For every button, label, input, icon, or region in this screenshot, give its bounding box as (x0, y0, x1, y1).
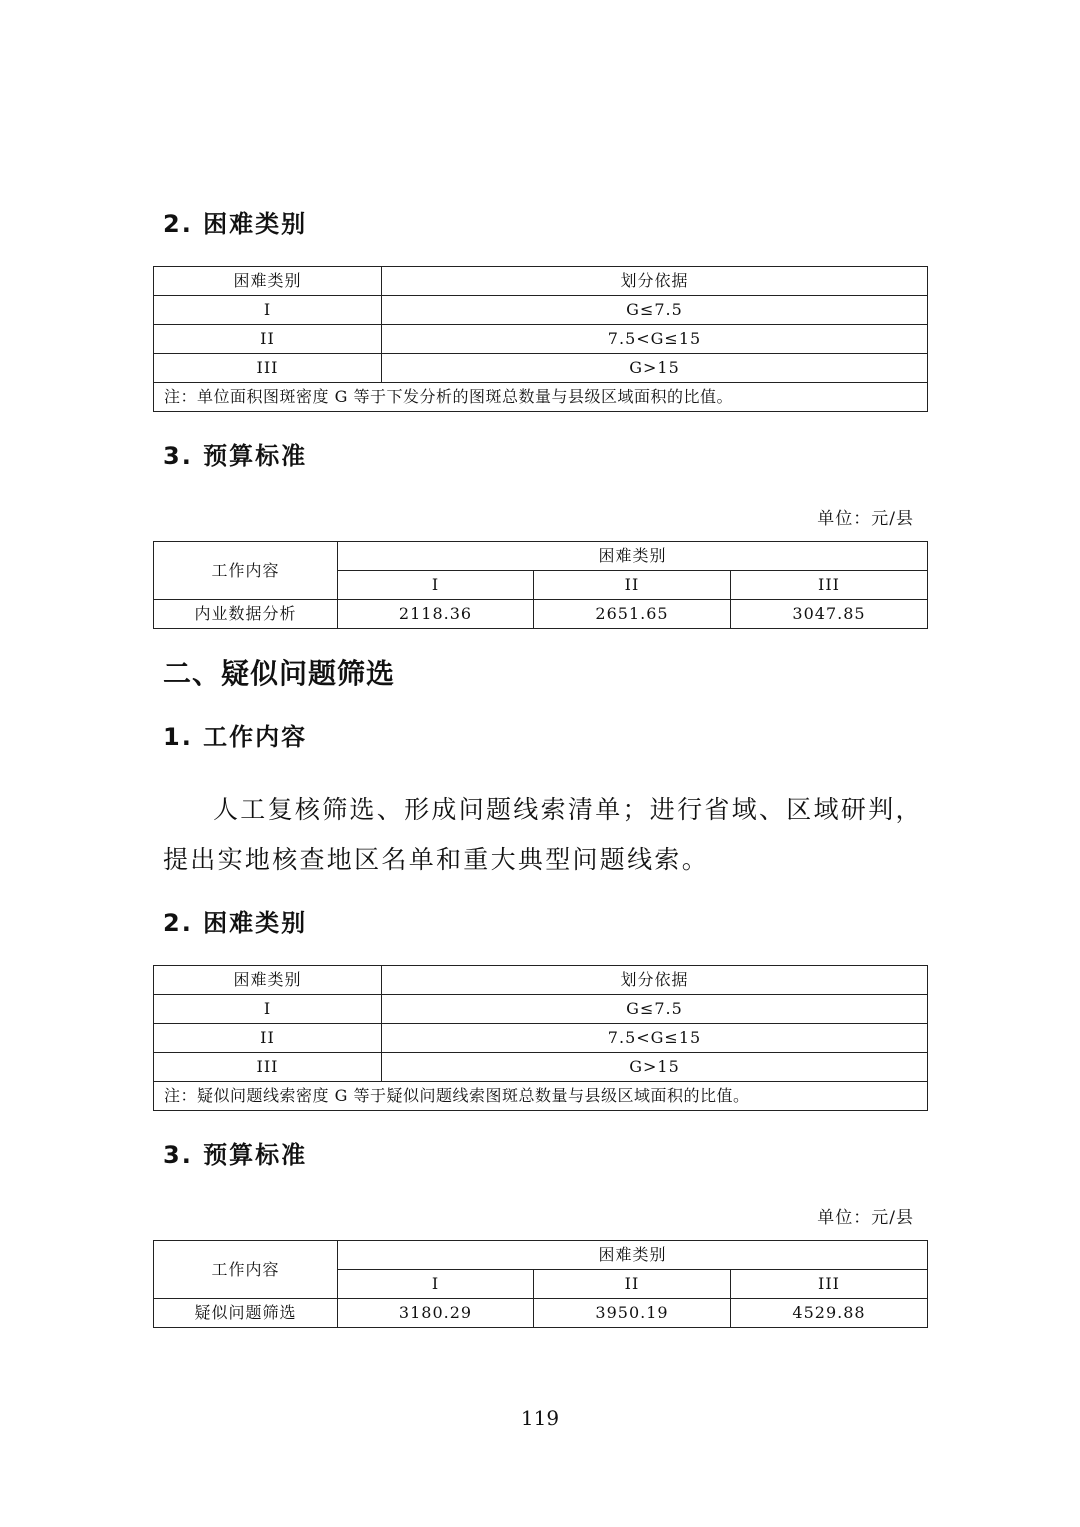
row-label: 疑似问题筛选 (154, 1299, 338, 1328)
criteria-cell: G≤7.5 (382, 296, 928, 325)
difficulty-table-1 (153, 266, 928, 412)
level-cell: I (154, 995, 382, 1024)
table-note: 注：单位面积图斑密度 G 等于下发分析的图斑总数量与县级区域面积的比值。 (154, 383, 928, 412)
header-basis: 划分依据 (382, 966, 928, 995)
value-cell: 2651.65 (534, 600, 731, 629)
table-row (154, 1053, 928, 1082)
level-cell: III (154, 354, 382, 383)
header-basis: 划分依据 (382, 267, 928, 296)
header-difficulty: 困难类别 (338, 1241, 928, 1270)
level-cell: II (154, 1024, 382, 1053)
criteria-cell: G≤7.5 (382, 995, 928, 1024)
level-cell: III (154, 1053, 382, 1082)
budget-table-2 (153, 1240, 928, 1328)
budget-heading-2: 3. 预算标准 (163, 1141, 308, 1169)
budget-table-1 (153, 541, 928, 629)
value-cell: 3047.85 (731, 600, 928, 629)
value-cell: 3950.19 (534, 1299, 731, 1328)
criteria-cell: 7.5<G≤15 (382, 1024, 928, 1053)
criteria-cell: G>15 (382, 354, 928, 383)
difficulty-heading-1: 2. 困难类别 (163, 210, 308, 238)
header-work-content: 工作内容 (154, 542, 338, 600)
value-cell: 2118.36 (338, 600, 534, 629)
header-difficulty: 困难类别 (154, 966, 382, 995)
note-row (154, 383, 928, 412)
header-difficulty: 困难类别 (338, 542, 928, 571)
unit-label-1: 单位：元/县 (817, 509, 914, 529)
section-title-2: 二、疑似问题筛选 (163, 657, 396, 690)
level-header: II (534, 571, 731, 600)
criteria-cell: G>15 (382, 1053, 928, 1082)
difficulty-table-2 (153, 965, 928, 1111)
difficulty-heading-2: 2. 困难类别 (163, 909, 308, 937)
note-row (154, 1082, 928, 1111)
unit-label-2: 单位：元/县 (817, 1208, 914, 1228)
table-row (154, 1024, 928, 1053)
table-header-row (154, 267, 928, 296)
page-number: 119 (520, 1406, 560, 1430)
table-header-row (154, 1241, 928, 1270)
work-heading-2: 1. 工作内容 (163, 723, 308, 751)
header-work-content: 工作内容 (154, 1241, 338, 1299)
level-cell: II (154, 325, 382, 354)
table-row (154, 354, 928, 383)
value-cell: 3180.29 (338, 1299, 534, 1328)
criteria-cell: 7.5<G≤15 (382, 325, 928, 354)
level-header: I (338, 1270, 534, 1299)
value-cell: 4529.88 (731, 1299, 928, 1328)
table-row (154, 296, 928, 325)
table-note: 注：疑似问题线索密度 G 等于疑似问题线索图斑总数量与县级区域面积的比值。 (154, 1082, 928, 1111)
table-header-row (154, 542, 928, 571)
work-description: 人工复核筛选、形成问题线索清单；进行省域、区域研判，提出实地核查地区名单和重大典型问题线索。 (163, 795, 923, 874)
level-header: III (731, 1270, 928, 1299)
row-label: 内业数据分析 (154, 600, 338, 629)
table-row (154, 325, 928, 354)
budget-heading-1: 3. 预算标准 (163, 442, 308, 470)
level-header: III (731, 571, 928, 600)
table-header-row (154, 966, 928, 995)
table-row (154, 600, 928, 629)
header-difficulty: 困难类别 (154, 267, 382, 296)
level-cell: I (154, 296, 382, 325)
table-row (154, 1299, 928, 1328)
table-row (154, 995, 928, 1024)
level-header: II (534, 1270, 731, 1299)
level-header: I (338, 571, 534, 600)
